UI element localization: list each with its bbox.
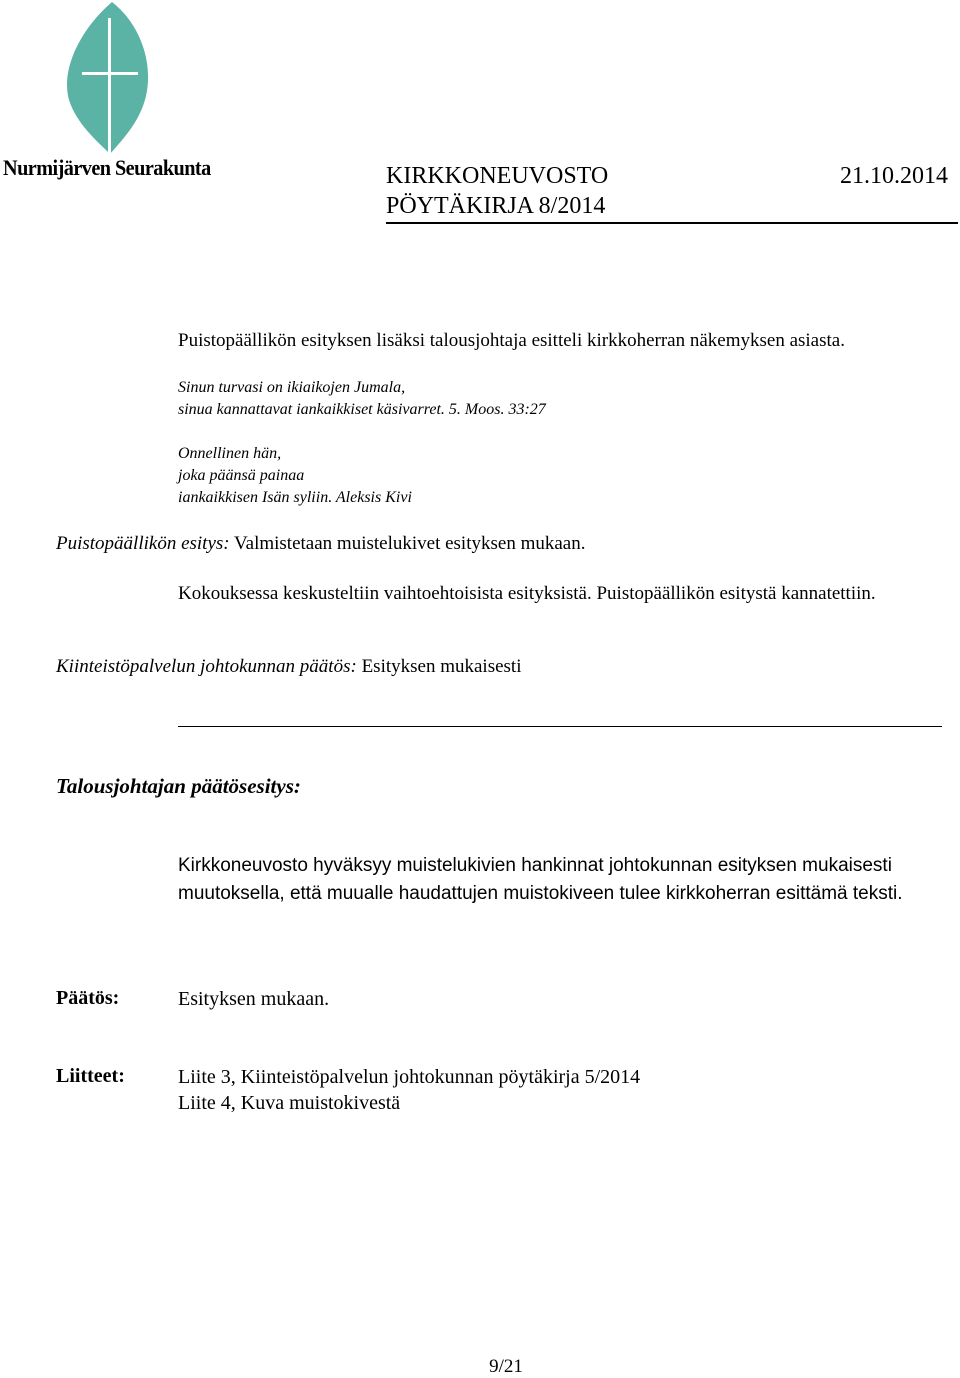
park-manager-proposal bbox=[56, 532, 585, 556]
document-date: 21.10.2014 bbox=[840, 163, 948, 189]
organization-name: Nurmijärven Seurakunta bbox=[3, 155, 211, 180]
quote2-line2: joka päänsä painaa bbox=[178, 467, 305, 484]
decision-text: Esityksen mukaan. bbox=[178, 988, 330, 1010]
quote2-line1: Onnellinen hän, bbox=[178, 445, 282, 462]
board-decision bbox=[56, 655, 521, 679]
discussion-paragraph: Kokouksessa keskusteltiin vaihtoehtoisista esityksistä. Puistopäällikön esitystä kannatettiin. bbox=[178, 583, 876, 604]
intro-paragraph: Puistopäällikön esityksen lisäksi talousjohtaja esitteli kirkkoherran näkemyksen asiasta. bbox=[178, 330, 845, 351]
decision-label: Päätös: bbox=[56, 987, 120, 1009]
attachment-item: Liite 4, Kuva muistokivestä bbox=[178, 1092, 401, 1114]
leaf-with-cross-logo-icon bbox=[62, 0, 152, 158]
finance-director-heading: Talousjohtajan päätösesitys: bbox=[56, 774, 301, 798]
board-decision-label: Kiinteistöpalvelun johtokunnan päätös: bbox=[56, 656, 357, 677]
header-divider bbox=[386, 222, 958, 224]
document-title: KIRKKONEUVOSTO bbox=[386, 163, 609, 189]
finance-proposal-paragraph: Kirkkoneuvosto hyväksyy muistelukivien hankinnat johtokunnan esityksen mukaisesti muutoksella, että muualle haudattujen muistokiveen tulee kirkkoherran esittämä teksti. bbox=[178, 855, 903, 904]
document-subtitle: PÖYTÄKIRJA 8/2014 bbox=[386, 193, 606, 219]
quote2-line3: iankaikkisen Isän syliin. Aleksis Kivi bbox=[178, 489, 412, 506]
board-decision-text: Esityksen mukaisesti bbox=[356, 656, 522, 677]
page-number: 9/21 bbox=[489, 1356, 523, 1377]
attachment-item: Liite 3, Kiinteistöpalvelun johtokunnan pöytäkirja 5/2014 bbox=[178, 1066, 641, 1088]
proposal-label: Puistopäällikön esitys: bbox=[56, 533, 230, 554]
quote1-line1: Sinun turvasi on ikiaikojen Jumala, bbox=[178, 379, 406, 396]
attachments-label: Liitteet: bbox=[56, 1065, 125, 1087]
proposal-text: Valmistetaan muistelukivet esityksen mukaan. bbox=[229, 533, 586, 554]
separator-line bbox=[178, 726, 942, 727]
quote1-line2: sinua kannattavat iankaikkiset käsivarret. 5. Moos. 33:27 bbox=[178, 401, 546, 418]
